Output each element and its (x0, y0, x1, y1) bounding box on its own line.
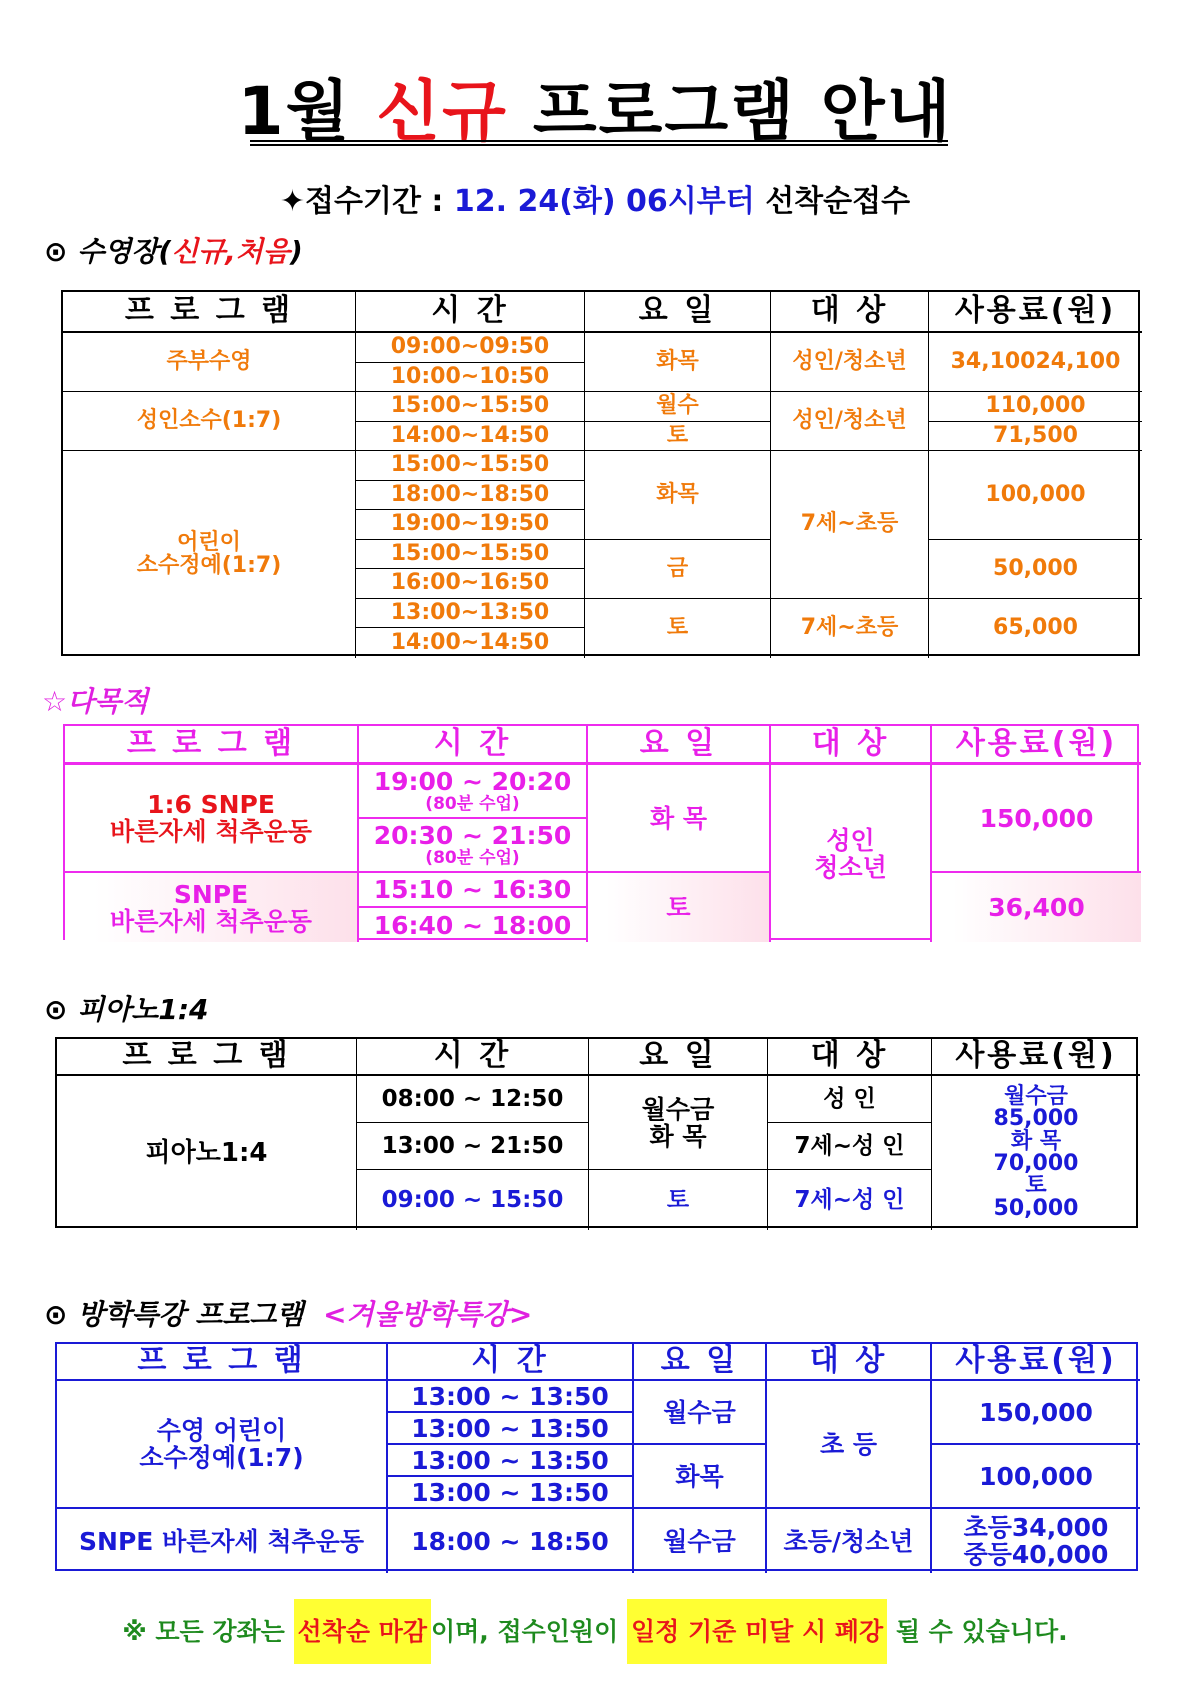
time-cell: 13:00~13:50 (356, 599, 585, 629)
time-cell: 20:30 ~ 21:50 (80분 수업) (359, 819, 588, 873)
time-cell: 13:00 ~ 21:50 (357, 1123, 589, 1170)
time-cell: 15:00~15:50 (356, 540, 585, 570)
time-cell: 18:00 ~ 18:50 (388, 1509, 634, 1573)
time-cell: 15:10 ~ 16:30 (359, 873, 588, 908)
days-cell: 토 (589, 1170, 768, 1230)
time-cell: 19:00 ~ 20:20 (80분 수업) (359, 765, 588, 819)
time-cell: 14:00~14:50 (356, 422, 585, 452)
time-cell: 15:00~15:50 (356, 451, 585, 481)
multipurpose-table (63, 724, 1139, 940)
title-underline (250, 140, 948, 146)
program-cell: 어린이 소수정예(1:7) (63, 451, 356, 658)
fee-cell: 34,100 24,100 (929, 333, 1142, 392)
target-cell: 7세~성 인 (768, 1123, 932, 1170)
fee-cell: 150,000 (932, 765, 1141, 873)
header-days: 요 일 (589, 1039, 768, 1076)
header-fee: 사용료(원) (932, 1344, 1140, 1381)
time-cell: 09:00~09:50 (356, 333, 585, 363)
days-cell: 토 (585, 422, 771, 452)
target-cell: 성인 청소년 (771, 765, 932, 942)
program-cell: 1:6 SNPE 바른자세 척추운동 (65, 765, 359, 873)
header-days: 요 일 (634, 1344, 767, 1381)
days-cell: 금 (585, 540, 771, 599)
program-cell: 수영 어린이 소수정예(1:7) (57, 1381, 388, 1509)
swimming-table (61, 290, 1140, 656)
fee-cell: 100,000 (929, 451, 1142, 540)
time-cell: 13:00 ~ 13:50 (388, 1477, 634, 1509)
days-cell: 토 (585, 599, 771, 658)
section-heading-piano: ⊙ 피아노1:4 (44, 993, 209, 1026)
header-program: 프 로 그 램 (57, 1344, 388, 1381)
time-cell: 09:00 ~ 15:50 (357, 1170, 589, 1230)
target-cell: 성인/청소년 (771, 392, 929, 451)
reception-date: 12. 24(화) 06시부터 (453, 184, 755, 219)
time-cell: 13:00 ~ 13:50 (388, 1381, 634, 1413)
fee-cell: 50,000 (929, 540, 1142, 599)
page-title (0, 58, 1190, 153)
days-cell: 토 (588, 873, 771, 942)
days-cell: 월수금 (634, 1509, 767, 1573)
target-cell: 초등/청소년 (767, 1509, 932, 1573)
reception-period (0, 176, 1190, 220)
target-cell: 성인/청소년 (771, 333, 929, 392)
header-target: 대 상 (771, 292, 929, 333)
time-cell: 08:00 ~ 12:50 (357, 1076, 589, 1123)
highlight-cancellation: 일정 기준 미달 시 폐강 (627, 1599, 887, 1664)
header-program: 프 로 그 램 (65, 726, 359, 765)
header-fee: 사용료(원) (932, 726, 1141, 765)
header-days: 요 일 (588, 726, 771, 765)
fee-cell: 36,400 (932, 873, 1141, 942)
time-cell: 10:00~10:50 (356, 363, 585, 393)
reception-label: ✦접수기간 : (279, 184, 444, 219)
time-cell: 19:00~19:50 (356, 510, 585, 540)
section-heading-afterschool: ⊙ 방학특강 프로그램 <겨울방학특강> (44, 1298, 533, 1331)
header-time: 시 간 (357, 1039, 589, 1076)
header-target: 대 상 (771, 726, 932, 765)
time-cell: 14:00~14:50 (356, 628, 585, 658)
days-cell: 화목 (585, 333, 771, 392)
program-cell: 성인소수(1:7) (63, 392, 356, 451)
header-fee: 사용료(원) (932, 1039, 1140, 1076)
time-cell: 16:00~16:50 (356, 569, 585, 599)
header-time: 시 간 (356, 292, 585, 333)
program-cell: 피아노1:4 (57, 1076, 357, 1230)
days-cell: 월수 (585, 392, 771, 422)
header-days: 요 일 (585, 292, 771, 333)
target-cell: 초 등 (767, 1381, 932, 1509)
fee-cell: 월수금 85,000 화 목 70,000 토 50,000 (993, 1083, 1079, 1221)
time-cell: 13:00 ~ 13:50 (388, 1413, 634, 1445)
afterschool-table (55, 1342, 1138, 1571)
target-cell: 7세~초등 (771, 451, 929, 599)
days-cell: 화목 (634, 1445, 767, 1509)
days-cell: 월수금 (634, 1381, 767, 1445)
program-cell: SNPE 바른자세 척추운동 (57, 1509, 388, 1573)
time-cell: 15:00~15:50 (356, 392, 585, 422)
highlight-first-come: 선착순 마감 (294, 1599, 431, 1664)
fee-cell: 150,000 (932, 1381, 1140, 1445)
days-cell: 화 목 (588, 765, 771, 873)
target-cell: 7세~초등 (771, 599, 929, 658)
title-rest: 프로그램 안내 (532, 73, 953, 150)
header-program: 프 로 그 램 (63, 292, 356, 333)
days-cell: 월수금 화 목 (589, 1076, 768, 1170)
title-month: 1월 (237, 73, 352, 150)
footer-notice: ※ 모든 강좌는 선착순 마감 이며, 접수인원이 일정 기준 미달 시 폐강 될 수 있습니다. (0, 1612, 1190, 1648)
target-cell: 성 인 (768, 1076, 932, 1123)
reception-method: 선착순접수 (765, 184, 911, 219)
fee-cell: 초등34,000 중등40,000 (963, 1513, 1109, 1569)
title-highlight: 신규 (376, 73, 508, 150)
target-cell: 7세~성 인 (768, 1170, 932, 1230)
days-cell: 화목 (585, 451, 771, 540)
header-time: 시 간 (359, 726, 588, 765)
header-target: 대 상 (767, 1344, 932, 1381)
program-cell: 주부수영 (63, 333, 356, 392)
fee-cell: 71,500 (929, 422, 1142, 452)
time-cell: 13:00 ~ 13:50 (388, 1445, 634, 1477)
time-cell: 16:40 ~ 18:00 (359, 908, 588, 942)
fee-cell: 65,000 (993, 615, 1078, 641)
program-cell: SNPE 바른자세 척추운동 (65, 873, 359, 942)
header-target: 대 상 (768, 1039, 932, 1076)
header-time: 시 간 (388, 1344, 634, 1381)
fee-cell: 110,000 (929, 392, 1142, 422)
section-heading-swimming: ⊙ 수영장(신규,처음) (44, 235, 303, 268)
time-cell: 18:00~18:50 (356, 481, 585, 511)
piano-table (55, 1037, 1138, 1228)
header-fee: 사용료(원) (929, 292, 1142, 333)
fee-cell: 100,000 (932, 1445, 1140, 1509)
section-heading-multipurpose: ☆다목적 (42, 685, 149, 718)
header-program: 프 로 그 램 (57, 1039, 357, 1076)
